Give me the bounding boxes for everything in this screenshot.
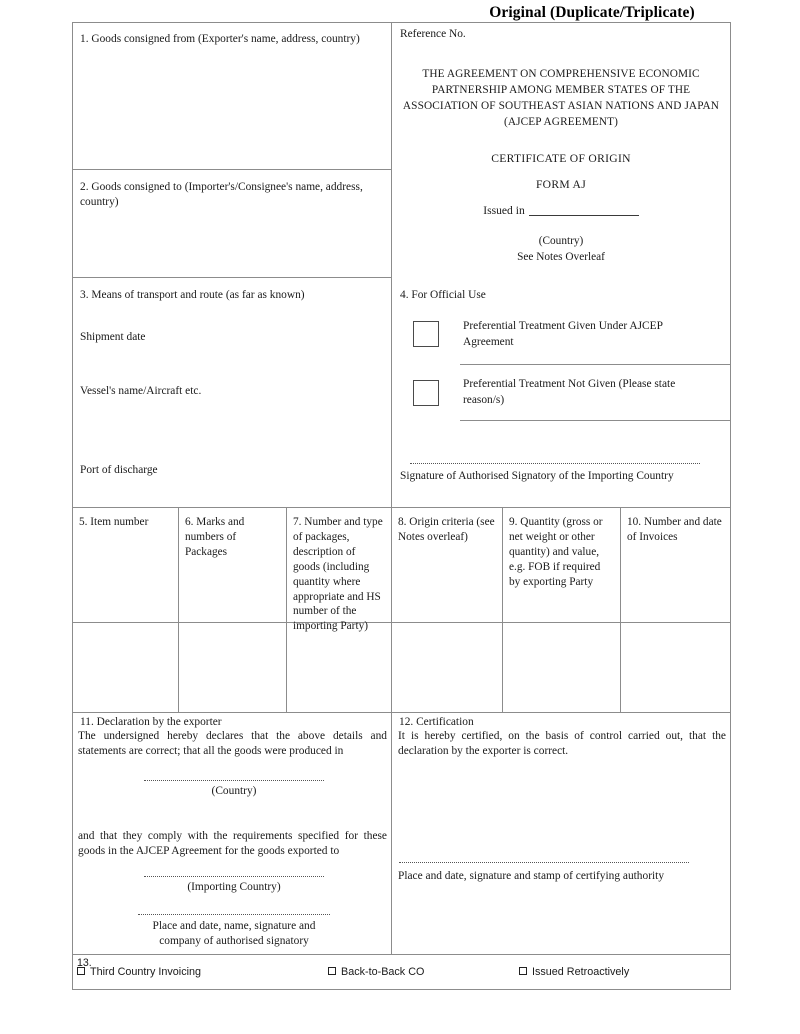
box-12-label: 12. Certification <box>399 716 474 728</box>
column-header-item-number: 5. Item number <box>79 516 149 528</box>
box-11-country-caption: (Country) <box>211 785 257 797</box>
checkbox-issued-retroactively[interactable] <box>519 967 527 975</box>
page-title: Original (Duplicate/Triplicate) <box>489 4 695 21</box>
checkbox-back-to-back-co[interactable] <box>328 967 336 975</box>
see-notes-overleaf: See Notes Overleaf <box>517 250 605 263</box>
box-11-paragraph-2: and that they comply with the requirements specified for these goods in the AJCEP Agreement for the goods exported to <box>78 830 387 858</box>
box-1-goods-consigned-from[interactable] <box>72 26 391 169</box>
box-11-paragraph-1: The undersigned hereby declares that the above details and statements are correct; that all the goods were produced in <box>78 730 387 758</box>
table-row <box>72 622 731 712</box>
column-header-origin-criteria: 8. Origin criteria (see Notes overleaf) <box>398 516 495 543</box>
checkbox-preferential-treatment-given[interactable] <box>413 321 439 347</box>
cell-item-number[interactable] <box>72 622 178 712</box>
divider-table-header-top <box>72 507 731 508</box>
signature-dotted-line-importing <box>410 463 700 464</box>
divider-box1-box2 <box>72 169 392 170</box>
column-header-marks-numbers: 6. Marks and numbers of Packages <box>185 516 245 558</box>
box-13-option-issued-retroactively[interactable] <box>519 966 629 978</box>
cell-marks-numbers[interactable] <box>178 622 286 712</box>
box-11-signature-caption-line1: Place and date, name, signature and <box>152 920 316 932</box>
box-11-importing-country-caption: (Importing Country) <box>187 881 281 893</box>
cell-origin-criteria[interactable] <box>391 622 502 712</box>
box-13-option-third-country-invoicing[interactable] <box>77 966 201 978</box>
box-2-goods-consigned-to[interactable] <box>72 174 391 277</box>
box-2-value[interactable] <box>80 211 383 266</box>
divider-declaration-bottom <box>72 954 731 955</box>
box-1-value[interactable] <box>80 47 383 137</box>
label-preferential-treatment-not-given: Preferential Treatment Not Given (Please state reason/s) <box>463 378 676 406</box>
divider-declaration-columns <box>391 712 392 954</box>
box-4-for-official-use <box>392 282 731 307</box>
signature-caption-importing-country: Signature of Authorised Signatory of the Importing Country <box>400 470 674 482</box>
label-issued-retroactively: Issued Retroactively <box>532 966 630 978</box>
box-12-signature-caption: Place and date, signature and stamp of certifying authority <box>398 870 665 882</box>
column-header-quantity: 9. Quantity (gross or net weight or other quantity) and value, e.g. FOB if required by exporting Party <box>509 516 603 588</box>
vessel-name-label: Vessel's name/Aircraft etc. <box>80 385 202 397</box>
reference-no-label: Reference No. <box>400 28 466 40</box>
box-11-importing-country-dotted-line <box>144 876 324 877</box>
label-back-to-back-co: Back-to-Back CO <box>341 966 425 978</box>
divider-official-option-2 <box>460 420 731 421</box>
divider-table-body-bottom <box>72 712 731 713</box>
issued-in-label: Issued in <box>483 204 525 217</box>
vessel-name-value[interactable] <box>200 378 385 398</box>
cell-invoices[interactable] <box>620 622 731 712</box>
issued-in-input[interactable] <box>529 204 639 216</box>
shipment-date-label: Shipment date <box>80 331 146 343</box>
divider-box2-box3 <box>72 277 392 278</box>
box-13-option-back-to-back-co[interactable] <box>328 966 424 978</box>
column-header-invoices: 10. Number and date of Invoices <box>627 516 722 543</box>
box-4-label: 4. For Official Use <box>400 289 486 301</box>
vertical-divider-header <box>391 22 392 507</box>
cell-packages-description[interactable] <box>286 622 391 712</box>
checkbox-preferential-treatment-not-given[interactable] <box>413 380 439 406</box>
box-13-number: 13. <box>77 957 92 969</box>
box-11-country-dotted-line <box>144 780 324 781</box>
box-11-signature-caption-line2: company of authorised signatory <box>159 935 309 947</box>
port-of-discharge-value[interactable] <box>170 457 385 477</box>
cell-quantity[interactable] <box>502 622 620 712</box>
box-3-label: 3. Means of transport and route (as far as known) <box>80 289 305 301</box>
issued-in-row <box>400 204 722 217</box>
checkbox-third-country-invoicing[interactable] <box>77 967 85 975</box>
port-of-discharge-label: Port of discharge <box>80 464 158 476</box>
country-caption <box>400 234 722 265</box>
shipment-date-value[interactable] <box>170 324 385 344</box>
box-1-label: 1. Goods consigned from (Exporter's name, address, country) <box>80 33 360 45</box>
label-third-country-invoicing: Third Country Invoicing <box>90 966 202 978</box>
box-12-signature-dotted-line <box>399 862 689 863</box>
box-2-label: 2. Goods consigned to (Importer's/Consignee's name, address, country) <box>80 181 366 209</box>
country-caption-text: (Country) <box>538 235 584 247</box>
box-12-paragraph: It is hereby certified, on the basis of control carried out, that the declaration by the exporter is correct. <box>398 730 726 758</box>
certificate-title: CERTIFICATE OF ORIGIN <box>491 152 631 165</box>
box-11-label: 11. Declaration by the exporter <box>80 716 222 728</box>
divider-official-option-1 <box>460 364 731 365</box>
box-11-signature-dotted-line <box>138 914 330 915</box>
agreement-name: THE AGREEMENT ON COMPREHENSIVE ECONOMIC PARTNERSHIP AMONG MEMBER STATES OF THE ASSOCIATION OF SOUTHEAST ASIAN NATIONS AND JAPAN (AJCEP AGREEMENT) <box>402 68 720 129</box>
form-code: FORM AJ <box>535 178 587 191</box>
label-preferential-treatment-given: Preferential Treatment Given Under AJCEP Agreement <box>463 320 663 348</box>
column-header-packages-description: 7. Number and type of packages, description of goods (including quantity where appropriate and HS number of the importing Party) <box>293 516 383 633</box>
